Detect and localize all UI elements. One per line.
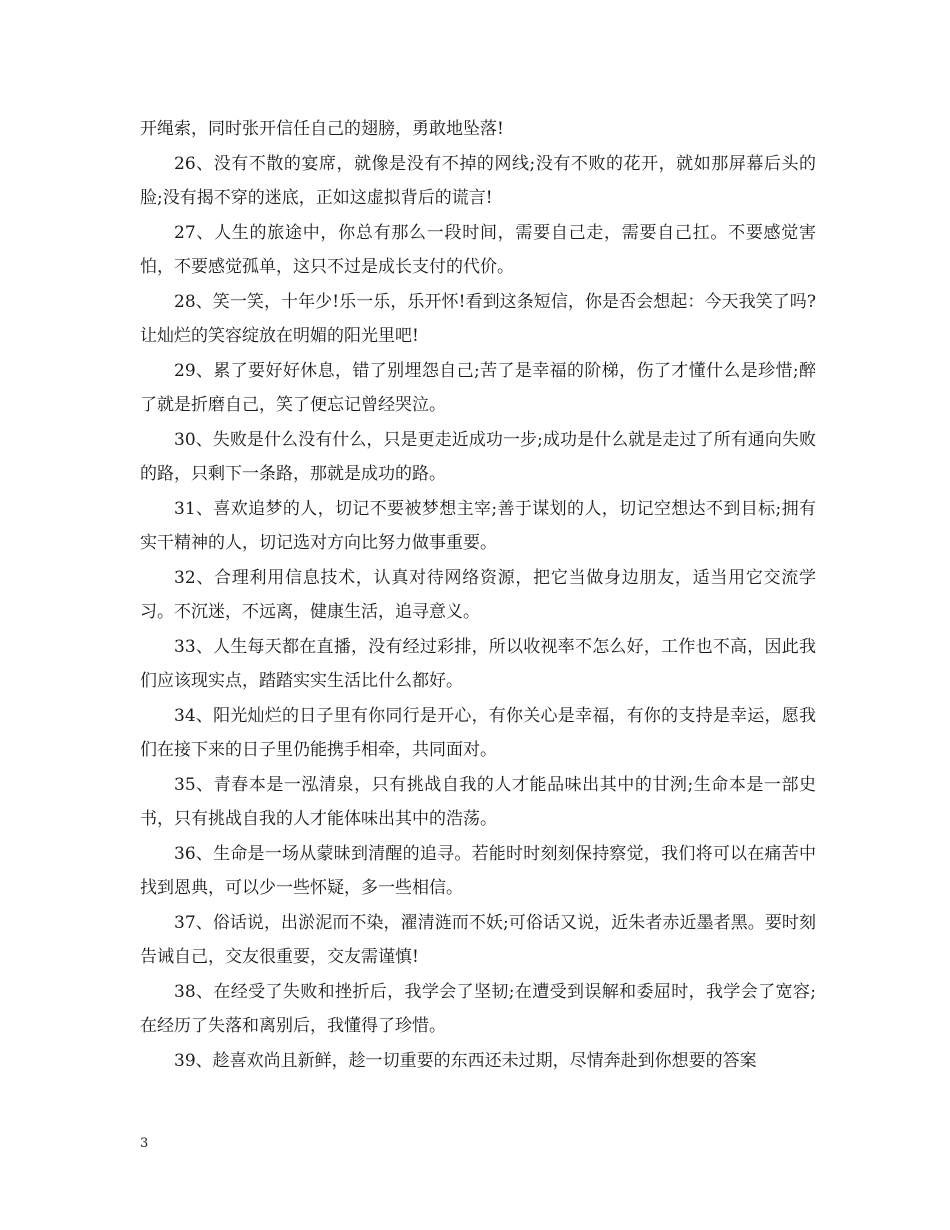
paragraph-36: 36、生命是一场从蒙昧到清醒的追寻。若能时时刻刻保持察觉，我们将可以在痛苦中找到恩典，可以少一些怀疑，多一些相信。: [140, 843, 816, 898]
document-body: [140, 112, 816, 1078]
paragraph-38: 38、在经受了失败和挫折后，我学会了坚韧;在遭受到误解和委屈时，我学会了宽容;在经历了失落和离别后，我懂得了珍惜。: [140, 981, 816, 1036]
paragraph-33: 33、人生每天都在直播，没有经过彩排，所以收视率不怎么好，工作也不高，因此我们应该现实点，踏踏实实生活比什么都好。: [140, 636, 816, 691]
paragraph-28: 28、笑一笑，十年少!乐一乐，乐开怀!看到这条短信，你是否会想起：今天我笑了吗?让灿烂的笑容绽放在明媚的阳光里吧!: [140, 291, 816, 346]
paragraph-29: 29、累了要好好休息，错了别埋怨自己;苦了是幸福的阶梯，伤了才懂什么是珍惜;醉了就是折磨自己，笑了便忘记曾经哭泣。: [140, 360, 816, 415]
paragraph-27: 27、人生的旅途中，你总有那么一段时间，需要自己走，需要自己扛。不要感觉害怕，不要感觉孤单，这只不过是成长支付的代价。: [140, 222, 816, 277]
paragraph-32: 32、合理利用信息技术，认真对待网络资源，把它当做身边朋友，适当用它交流学习。不沉迷，不远离，健康生活，追寻意义。: [140, 567, 816, 622]
paragraph-continued: 开绳索，同时张开信任自己的翅膀，勇敢地坠落!: [140, 119, 504, 139]
paragraph-34: 34、阳光灿烂的日子里有你同行是开心，有你关心是幸福，有你的支持是幸运，愿我们在接下来的日子里仍能携手相牵，共同面对。: [140, 705, 816, 760]
paragraph-30: 30、失败是什么没有什么，只是更走近成功一步;成功是什么就是走过了所有通向失败的路，只剩下一条路，那就是成功的路。: [140, 429, 816, 484]
page-number: 3: [140, 1136, 149, 1151]
paragraph-31: 31、喜欢追梦的人，切记不要被梦想主宰;善于谋划的人，切记空想达不到目标;拥有实干精神的人，切记选对方向比努力做事重要。: [140, 498, 816, 553]
paragraph-35: 35、青春本是一泓清泉，只有挑战自我的人才能品味出其中的甘洌;生命本是一部史书，只有挑战自我的人才能体味出其中的浩荡。: [140, 774, 816, 829]
paragraph-26: 26、没有不散的宴席，就像是没有不掉的网线;没有不败的花开，就如那屏幕后头的脸;没有揭不穿的迷底，正如这虚拟背后的谎言!: [140, 153, 816, 208]
paragraph-37: 37、俗话说，出淤泥而不染，濯清涟而不妖;可俗话又说，近朱者赤近墨者黑。要时刻告诫自己，交友很重要，交友需谨慎!: [140, 912, 816, 967]
paragraph-39: 39、趁喜欢尚且新鲜，趁一切重要的东西还未过期，尽情奔赴到你想要的答案: [174, 1050, 757, 1071]
